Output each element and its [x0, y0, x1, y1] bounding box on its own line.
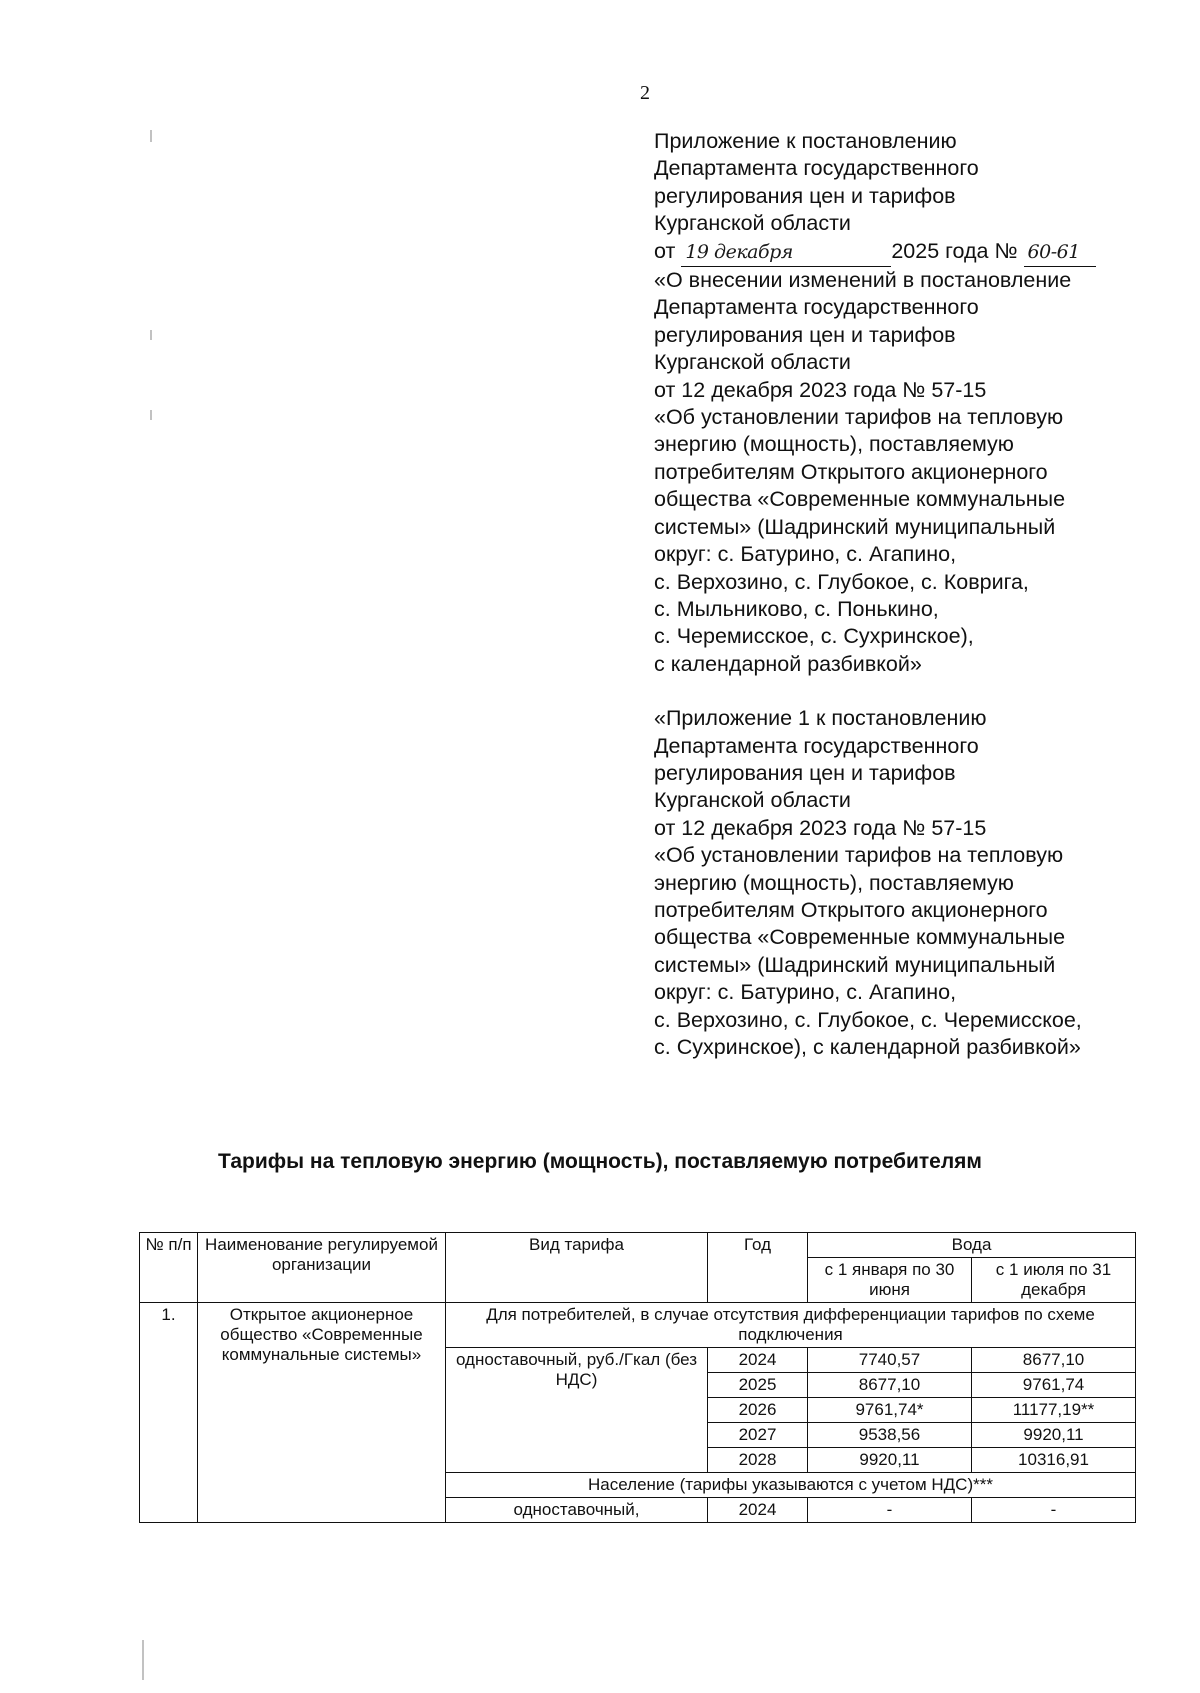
appendix-line: общества «Современные коммунальные — [654, 487, 1066, 512]
appendix-line: регулирования цен и тарифов — [654, 760, 956, 785]
header-num: № п/п — [140, 1233, 198, 1303]
number-blank — [1024, 238, 1096, 267]
appendix-line: Департамента государственного — [654, 295, 979, 320]
value-cell: 9538,56 — [808, 1423, 972, 1448]
appendix-line: системы» (Шадринский муниципальный — [654, 514, 1056, 539]
tariff-table — [139, 1232, 1136, 1523]
appendix-line: от 12 декабря 2023 года № 57-15 — [654, 377, 987, 402]
appendix-line: Курганской области — [654, 350, 851, 375]
appendix-line: энергию (мощность), поставляемую — [654, 432, 1014, 457]
appendix-line: с календарной разбивкой» — [654, 651, 922, 676]
handwritten-date: 19 декабря — [685, 240, 793, 263]
appendix-line: с. Мыльниково, с. Понькино, — [654, 596, 939, 621]
year-cell: 2024 — [708, 1348, 808, 1373]
appendix-line: Департамента государственного — [654, 733, 979, 758]
appendix-line: с. Верхозино, с. Глубокое, с. Черемисское, — [654, 1007, 1082, 1032]
value-cell: 9920,11 — [808, 1448, 972, 1473]
header-period-2: с 1 июля по 31 декабря — [972, 1258, 1136, 1303]
appendix-line: «Об установлении тарифов на тепловую — [654, 843, 1064, 868]
section-label: Население (тарифы указываются с учетом НДС)*** — [446, 1473, 1136, 1498]
value-cell: - — [808, 1498, 972, 1523]
value-cell: - — [972, 1498, 1136, 1523]
header-year: Год — [708, 1233, 808, 1303]
value-cell: 9920,11 — [972, 1423, 1136, 1448]
year-cell: 2026 — [708, 1398, 808, 1423]
date-year: 2025 года № — [891, 238, 1018, 263]
appendix-line: потребителям Открытого акционерного — [654, 459, 1048, 484]
row-number: 1. — [140, 1303, 198, 1523]
appendix-line: от 12 декабря 2023 года № 57-15 — [654, 815, 987, 840]
document-title: Тарифы на тепловую энергию (мощность), поставляемую потребителям — [218, 1150, 982, 1173]
table-header-row — [140, 1233, 1136, 1258]
appendix-line: системы» (Шадринский муниципальный — [654, 952, 1056, 977]
value-cell: 10316,91 — [972, 1448, 1136, 1473]
header-type: Вид тарифа — [446, 1233, 708, 1303]
value-cell: 8677,10 — [972, 1348, 1136, 1373]
year-cell: 2027 — [708, 1423, 808, 1448]
appendix-line: энергию (мощность), поставляемую — [654, 870, 1014, 895]
scan-artifact — [150, 130, 152, 142]
appendix-line: «О внесении изменений в постановление — [654, 268, 1072, 293]
organization-name: Открытое акционерное общество «Современные коммунальные системы» — [198, 1303, 446, 1523]
date-blank — [681, 238, 891, 267]
appendix-line: округ: с. Батурино, с. Агапино, — [654, 980, 957, 1005]
header-org: Наименование регулируемой организации — [198, 1233, 446, 1303]
appendix-line: регулирования цен и тарифов — [654, 322, 956, 347]
handwritten-number: 60-61 — [1027, 240, 1080, 263]
appendix-line: «Приложение 1 к постановлению — [654, 706, 987, 731]
appendix-line: с. Верхозино, с. Глубокое, с. Коврига, — [654, 569, 1029, 594]
appendix-line: округ: с. Батурино, с. Агапино, — [654, 542, 957, 567]
value-cell: 11177,19** — [972, 1398, 1136, 1423]
value-cell: 9761,74 — [972, 1373, 1136, 1398]
tariff-type: одноставочный, — [446, 1498, 708, 1523]
appendix-line: «Об установлении тарифов на тепловую — [654, 405, 1064, 430]
page-number: 2 — [640, 82, 650, 104]
date-prefix: от — [654, 238, 676, 263]
appendix-line: Приложение к постановлению — [654, 129, 957, 153]
date-line — [654, 238, 1194, 267]
header-period-1: с 1 января по 30 июня — [808, 1258, 972, 1303]
year-cell: 2024 — [708, 1498, 808, 1523]
appendix-line: Курганской области — [654, 788, 851, 813]
appendix-line: потребителям Открытого акционерного — [654, 897, 1048, 922]
appendix-line: с. Сухринское), с календарной разбивкой» — [654, 1035, 1081, 1059]
appendix-line: регулирования цен и тарифов — [654, 183, 956, 208]
tariff-type: одноставочный, руб./Гкал (без НДС) — [446, 1348, 708, 1473]
table-row — [140, 1303, 1136, 1348]
header-water: Вода — [808, 1233, 1136, 1258]
appendix-header — [654, 128, 1194, 1061]
appendix-line: Департамента государственного — [654, 156, 979, 181]
year-cell: 2025 — [708, 1373, 808, 1398]
value-cell: 8677,10 — [808, 1373, 972, 1398]
section-label: Для потребителей, в случае отсутствия дифференциации тарифов по схеме подключения — [446, 1303, 1136, 1348]
appendix-line: с. Черемисское, с. Сухринское), — [654, 624, 974, 649]
appendix-line: Курганской области — [654, 211, 851, 236]
year-cell: 2028 — [708, 1448, 808, 1473]
value-cell: 9761,74* — [808, 1398, 972, 1423]
scan-artifact — [150, 410, 152, 420]
scan-artifact — [150, 330, 152, 340]
appendix-line: общества «Современные коммунальные — [654, 925, 1066, 950]
value-cell: 7740,57 — [808, 1348, 972, 1373]
scan-artifact — [142, 1640, 144, 1680]
